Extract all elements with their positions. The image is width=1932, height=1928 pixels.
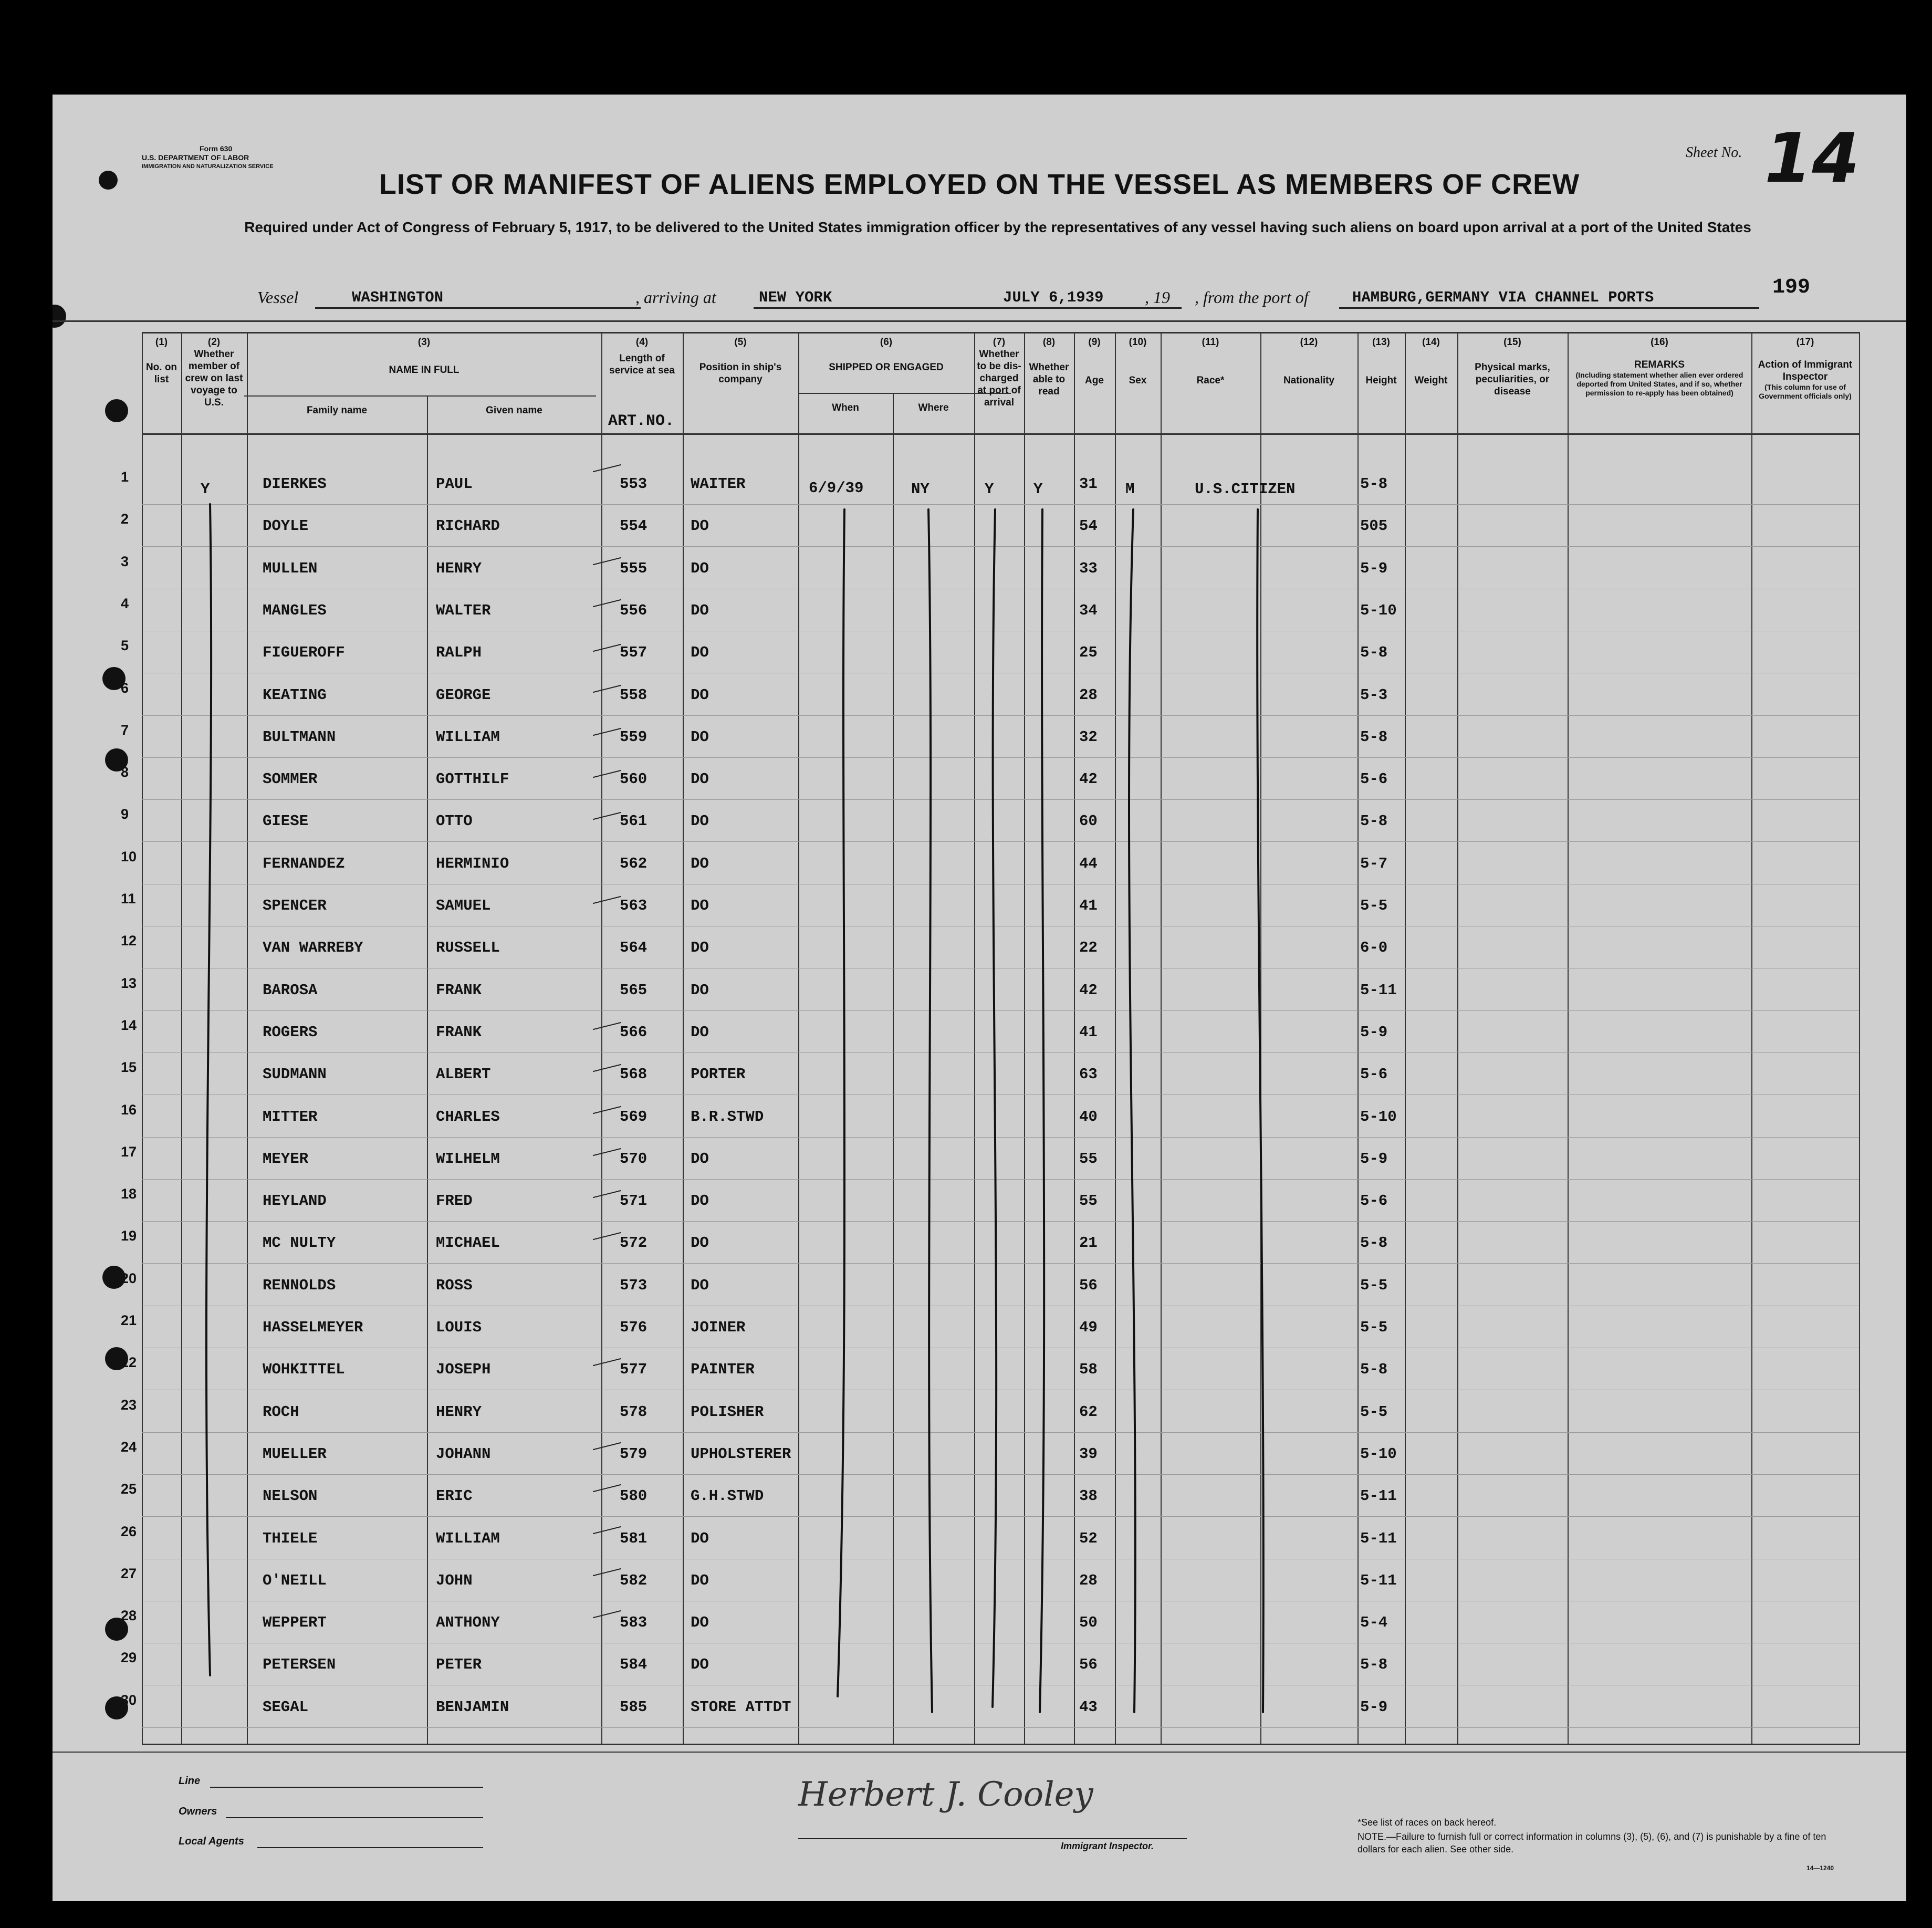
art-number: 573 <box>620 1277 648 1294</box>
given-name: CHARLES <box>436 1108 500 1125</box>
page-subtitle: Required under Act of Congress of February 5, 1917, to be delivered to the United States immigration officer by the representatives of any vessel having such aliens on board upon arrival at a port of the United States <box>244 219 1751 235</box>
given-name: RALPH <box>436 644 482 661</box>
height: 5-11 <box>1360 1487 1397 1505</box>
age: 39 <box>1079 1445 1098 1463</box>
nationality-value: U.S.CITIZEN <box>1195 481 1296 498</box>
able-to-read: Y <box>1033 481 1043 498</box>
age: 60 <box>1079 812 1098 830</box>
art-number: 577 <box>620 1361 648 1378</box>
ditto-line-read <box>1040 509 1044 1712</box>
sex-value: M <box>1125 481 1135 498</box>
family-name: SEGAL <box>263 1698 309 1716</box>
art-number: 580 <box>620 1487 648 1505</box>
given-name: LOUIS <box>436 1319 482 1336</box>
family-name: O'NEILL <box>263 1572 327 1589</box>
position: DO <box>691 517 709 535</box>
vessel-name: WASHINGTON <box>352 289 444 306</box>
given-name: WILLIAM <box>436 728 500 746</box>
row-number: 9 <box>121 806 129 822</box>
row-number: 26 <box>121 1524 137 1539</box>
arriving-label: , arriving at <box>635 288 716 307</box>
shipped-where: NY <box>911 481 930 498</box>
col3-header: (3) NAME IN FULL <box>389 337 459 376</box>
given-name: WILHELM <box>436 1150 500 1168</box>
age: 22 <box>1079 939 1098 956</box>
row-number: 2 <box>121 511 129 527</box>
given-name: HERMINIO <box>436 855 509 872</box>
family-name: MANGLES <box>263 602 327 619</box>
service-name: IMMIGRATION AND NATURALIZATION SERVICE <box>142 163 274 170</box>
row-number: 22 <box>121 1354 137 1370</box>
row-number: 14 <box>121 1017 137 1033</box>
age: 50 <box>1079 1614 1098 1631</box>
family-name: NELSON <box>263 1487 318 1505</box>
age: 31 <box>1079 475 1098 493</box>
family-name: SPENCER <box>263 897 327 914</box>
age: 58 <box>1079 1361 1098 1378</box>
art-number: 563 <box>620 897 648 914</box>
family-name: WEPPERT <box>263 1614 327 1631</box>
art-number: 556 <box>620 602 648 619</box>
height: 5-8 <box>1360 644 1388 661</box>
art-number: 558 <box>620 686 648 704</box>
shipped-when: 6/9/39 <box>809 480 864 497</box>
height: 5-4 <box>1360 1614 1388 1631</box>
height: 505 <box>1360 517 1388 535</box>
art-number: 557 <box>620 644 648 661</box>
family-name: FIGUEROFF <box>263 644 345 661</box>
height: 5-8 <box>1360 1361 1388 1378</box>
age: 43 <box>1079 1698 1098 1716</box>
list-number: 199 <box>1772 276 1811 299</box>
position: B.R.STWD <box>691 1108 764 1125</box>
row-number: 29 <box>121 1650 137 1665</box>
family-name: KEATING <box>263 686 327 704</box>
position: DO <box>691 1234 709 1252</box>
ditto-line-where <box>928 509 932 1712</box>
ditto-line-sex <box>1129 509 1135 1712</box>
col14-header: (14) Weight <box>1414 337 1448 386</box>
row-number: 18 <box>121 1186 137 1202</box>
given-name: ALBERT <box>436 1066 491 1083</box>
age: 52 <box>1079 1530 1098 1547</box>
height: 5-6 <box>1360 1192 1388 1210</box>
col2-header: (2) Whether member of crew on last voyage to U.S. <box>185 337 243 408</box>
given-name: WALTER <box>436 602 491 619</box>
family-name: SUDMANN <box>263 1066 327 1083</box>
age: 25 <box>1079 644 1098 661</box>
art-number: 562 <box>620 855 648 872</box>
family-name: MULLEN <box>263 560 318 577</box>
row-number: 25 <box>121 1481 137 1497</box>
row-number: 1 <box>121 469 129 485</box>
inspector-signature: Herbert J. Cooley <box>798 1775 1093 1814</box>
height: 5-9 <box>1360 1150 1388 1168</box>
given-name: RICHARD <box>436 517 500 535</box>
col5-header: (5) Position in ship's company <box>699 337 782 385</box>
height: 5-5 <box>1360 1277 1388 1294</box>
age: 56 <box>1079 1656 1098 1673</box>
age: 42 <box>1079 982 1098 999</box>
height: 5-8 <box>1360 812 1388 830</box>
position: DO <box>691 1277 709 1294</box>
given-name: BENJAMIN <box>436 1698 509 1716</box>
age: 54 <box>1079 517 1098 535</box>
position: DO <box>691 1614 709 1631</box>
family-name: BAROSA <box>263 982 318 999</box>
position: DO <box>691 1572 709 1589</box>
age: 62 <box>1079 1403 1098 1421</box>
sheet-number: 14 <box>1764 118 1860 198</box>
height: 5-5 <box>1360 1319 1388 1336</box>
local-agents-label: Local Agents <box>179 1836 244 1847</box>
position: DO <box>691 602 709 619</box>
family-name: HEYLAND <box>263 1192 327 1210</box>
given-name: ANTHONY <box>436 1614 500 1631</box>
height: 5-9 <box>1360 1698 1388 1716</box>
height: 5-8 <box>1360 1656 1388 1673</box>
row-number: 13 <box>121 975 137 991</box>
page-title: LIST OR MANIFEST OF ALIENS EMPLOYED ON THE VESSEL AS MEMBERS OF CREW <box>379 169 1580 200</box>
position: DO <box>691 1024 709 1041</box>
position: DO <box>691 897 709 914</box>
row-number: 8 <box>121 764 129 780</box>
position: DO <box>691 855 709 872</box>
form-code: 14—1240 <box>1806 1864 1834 1872</box>
col11-header: (11) Race* <box>1196 337 1225 386</box>
row-number: 24 <box>121 1439 137 1455</box>
given-name: OTTO <box>436 812 473 830</box>
position: DO <box>691 1530 709 1547</box>
art-number: 565 <box>620 982 648 999</box>
height: 5-9 <box>1360 1024 1388 1041</box>
art-number: 561 <box>620 812 648 830</box>
art-number: 585 <box>620 1698 648 1716</box>
row-number: 12 <box>121 933 137 949</box>
row-number: 28 <box>121 1608 137 1623</box>
art-number: 583 <box>620 1614 648 1631</box>
height: 5-6 <box>1360 1066 1388 1083</box>
ditto-line-discharged <box>993 509 996 1707</box>
year-label: , 19 <box>1145 288 1170 307</box>
age: 40 <box>1079 1108 1098 1125</box>
family-name: MC NULTY <box>263 1234 336 1252</box>
art-number: 570 <box>620 1150 648 1168</box>
family-name: THIELE <box>263 1530 318 1547</box>
height: 5-5 <box>1360 1403 1388 1421</box>
col6-header: (6) SHIPPED OR ENGAGED <box>829 337 944 373</box>
given-name: MICHAEL <box>436 1234 500 1252</box>
position: PAINTER <box>691 1361 755 1378</box>
height: 5-8 <box>1360 728 1388 746</box>
height: 5-6 <box>1360 770 1388 788</box>
position: DO <box>691 939 709 956</box>
position: DO <box>691 728 709 746</box>
row-number: 17 <box>121 1144 137 1160</box>
penalty-note: NOTE.—Failure to furnish full or correct information in columns (3), (5), (6), and (7) is punishable by a fine of ten dollars for each alien. See other side. <box>1357 1831 1826 1854</box>
height: 5-5 <box>1360 897 1388 914</box>
given-name: FRANK <box>436 1024 482 1041</box>
given-name: HENRY <box>436 560 482 577</box>
row-number: 19 <box>121 1228 137 1244</box>
col7-header: (7) Whether to be dis-charged at port of arrival <box>977 337 1021 408</box>
col17-header: (17) Action of Immigrant Inspector (This column for use of Government officials only) <box>1758 337 1853 400</box>
where-header: Where <box>918 402 949 413</box>
row-number: 7 <box>121 722 129 738</box>
age: 55 <box>1079 1150 1098 1168</box>
age: 32 <box>1079 728 1098 746</box>
arrival-date: JULY 6,1939 <box>1003 289 1104 306</box>
col15-header: (15) Physical marks, peculiarities, or disease <box>1475 337 1550 397</box>
age: 34 <box>1079 602 1098 619</box>
position: DO <box>691 770 709 788</box>
height: 5-10 <box>1360 1445 1397 1463</box>
position: UPHOLSTERER <box>691 1445 791 1463</box>
art-number: 568 <box>620 1066 648 1083</box>
position: DO <box>691 982 709 999</box>
owners-label: Owners <box>179 1806 217 1817</box>
height: 5-10 <box>1360 1108 1397 1125</box>
height: 5-9 <box>1360 560 1388 577</box>
position: DO <box>691 812 709 830</box>
col4-header: (4) Length of service at sea <box>609 337 675 376</box>
age: 28 <box>1079 686 1098 704</box>
age: 33 <box>1079 560 1098 577</box>
family-name: WOHKITTEL <box>263 1361 345 1378</box>
art-number: 576 <box>620 1319 648 1336</box>
given-name: JOHN <box>436 1572 473 1589</box>
position: G.H.STWD <box>691 1487 764 1505</box>
given-name: WILLIAM <box>436 1530 500 1547</box>
given-name: ROSS <box>436 1277 473 1294</box>
vessel-label: Vessel <box>257 288 299 307</box>
col8-header: (8) Whether able to read <box>1029 337 1069 397</box>
family-name: FERNANDEZ <box>263 855 345 872</box>
age: 41 <box>1079 897 1098 914</box>
art-number: 566 <box>620 1024 648 1041</box>
arrival-port: NEW YORK <box>759 289 832 306</box>
height: 5-7 <box>1360 855 1388 872</box>
age: 41 <box>1079 1024 1098 1041</box>
when-header: When <box>832 402 859 413</box>
position: DO <box>691 686 709 704</box>
art-number: 553 <box>620 475 648 493</box>
given-name: HENRY <box>436 1403 482 1421</box>
art-number: 571 <box>620 1192 648 1210</box>
family-name: DOYLE <box>263 517 309 535</box>
check-marks <box>593 465 621 1618</box>
height: 5-10 <box>1360 602 1397 619</box>
given-name: JOSEPH <box>436 1361 491 1378</box>
given-name: RUSSELL <box>436 939 500 956</box>
position: WAITER <box>691 475 746 493</box>
art-number: 560 <box>620 770 648 788</box>
row-number: 11 <box>121 891 136 906</box>
age: 56 <box>1079 1277 1098 1294</box>
family-name: DIERKES <box>263 475 327 493</box>
given-name: ERIC <box>436 1487 473 1505</box>
ditto-marks <box>53 95 1906 1901</box>
family-name: HASSELMEYER <box>263 1319 363 1336</box>
discharged-at-port: Y <box>985 481 994 498</box>
family-name: RENNOLDS <box>263 1277 336 1294</box>
row-number: 20 <box>121 1270 137 1286</box>
art-no-label: ART.NO. <box>608 412 675 430</box>
position: DO <box>691 1192 709 1210</box>
age: 42 <box>1079 770 1098 788</box>
art-number: 584 <box>620 1656 648 1673</box>
given-name: JOHANN <box>436 1445 491 1463</box>
from-port-label: , from the port of <box>1195 288 1309 307</box>
art-number: 554 <box>620 517 648 535</box>
age: 49 <box>1079 1319 1098 1336</box>
sheet-number-label: Sheet No. <box>1686 144 1742 161</box>
col12-header: (12) Nationality <box>1283 337 1335 386</box>
row-number: 30 <box>121 1692 137 1708</box>
row-number: 21 <box>121 1312 137 1328</box>
row-number: 27 <box>121 1566 137 1581</box>
position: JOINER <box>691 1319 746 1336</box>
manifest-sheet <box>53 95 1906 1901</box>
height: 5-11 <box>1360 1530 1397 1547</box>
given-name: FRED <box>436 1192 473 1210</box>
given-name: GEORGE <box>436 686 491 704</box>
art-number: 555 <box>620 560 648 577</box>
art-number: 559 <box>620 728 648 746</box>
age: 63 <box>1079 1066 1098 1083</box>
col1-header: (1) No. on list <box>145 337 177 385</box>
art-number: 578 <box>620 1403 648 1421</box>
family-name: VAN WARREBY <box>263 939 363 956</box>
race-note: *See list of races on back hereof. <box>1357 1817 1497 1828</box>
height: 6-0 <box>1360 939 1388 956</box>
departure-port: HAMBURG,GERMANY VIA CHANNEL PORTS <box>1352 289 1654 306</box>
height: 5-11 <box>1360 982 1397 999</box>
ditto-line-when <box>838 509 844 1696</box>
given-name: PAUL <box>436 475 473 493</box>
art-number: 579 <box>620 1445 648 1463</box>
ditto-line-nationality <box>1257 509 1263 1712</box>
form-number: Form 630 <box>200 144 233 153</box>
member-last-voyage: Y <box>201 481 210 498</box>
art-number: 569 <box>620 1108 648 1125</box>
position: DO <box>691 560 709 577</box>
family-name: ROCH <box>263 1403 299 1421</box>
row-number: 3 <box>121 554 129 569</box>
family-name: BULTMANN <box>263 728 336 746</box>
position: PORTER <box>691 1066 746 1083</box>
row-number: 5 <box>121 638 129 653</box>
family-name: GIESE <box>263 812 309 830</box>
position: DO <box>691 1656 709 1673</box>
given-name: PETER <box>436 1656 482 1673</box>
col10-header: (10) Sex <box>1129 337 1147 386</box>
position: DO <box>691 644 709 661</box>
given-name: SAMUEL <box>436 897 491 914</box>
row-number: 15 <box>121 1059 137 1075</box>
art-number: 581 <box>620 1530 648 1547</box>
position: STORE ATTDT <box>691 1698 791 1716</box>
family-name: PETERSEN <box>263 1656 336 1673</box>
height: 5-11 <box>1360 1572 1397 1589</box>
age: 38 <box>1079 1487 1098 1505</box>
given-name: GOTTHILF <box>436 770 509 788</box>
family-name: MUELLER <box>263 1445 327 1463</box>
col16-header: (16) REMARKS (Including statement whether alien ever ordered deported from United States, and if so, whether permission to re-apply has been obtained) <box>1575 337 1743 397</box>
given-name-header: Given name <box>486 405 542 416</box>
art-number: 572 <box>620 1234 648 1252</box>
height: 5-8 <box>1360 1234 1388 1252</box>
row-number: 16 <box>121 1102 137 1118</box>
age: 21 <box>1079 1234 1098 1252</box>
col13-header: (13) Height <box>1365 337 1397 386</box>
height: 5-3 <box>1360 686 1388 704</box>
col9-header: (9) Age <box>1085 337 1104 386</box>
age: 44 <box>1079 855 1098 872</box>
family-name: SOMMER <box>263 770 318 788</box>
family-name-header: Family name <box>306 405 368 416</box>
inspector-label: Immigrant Inspector. <box>1061 1841 1154 1851</box>
department-name: U.S. DEPARTMENT OF LABOR <box>142 153 249 162</box>
row-number: 4 <box>121 596 129 611</box>
height: 5-8 <box>1360 475 1388 493</box>
line-label: Line <box>179 1775 201 1787</box>
position: DO <box>691 1150 709 1168</box>
given-name: FRANK <box>436 982 482 999</box>
family-name: ROGERS <box>263 1024 318 1041</box>
art-number: 564 <box>620 939 648 956</box>
age: 55 <box>1079 1192 1098 1210</box>
ditto-line-member <box>206 504 211 1675</box>
position: POLISHER <box>691 1403 764 1421</box>
row-number: 23 <box>121 1397 137 1413</box>
family-name: MEYER <box>263 1150 309 1168</box>
family-name: MITTER <box>263 1108 318 1125</box>
art-number: 582 <box>620 1572 648 1589</box>
age: 28 <box>1079 1572 1098 1589</box>
row-number: 6 <box>121 680 129 696</box>
row-number: 10 <box>121 849 137 864</box>
